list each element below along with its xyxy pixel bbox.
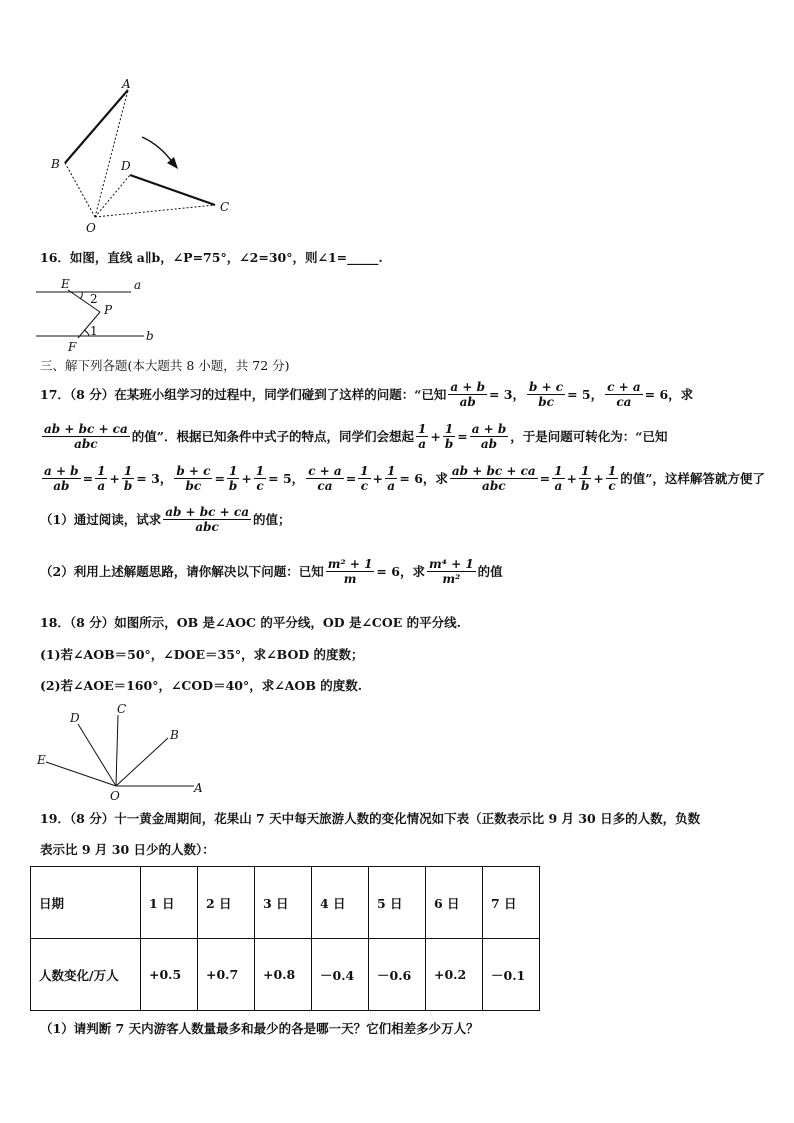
q17-part-1: （1）通过阅读，试求 $\frac{ab + bc + ca}{\text{abc}}$ 的值；	[40, 505, 291, 534]
question-16: 16．如图，直线 a∥b，∠P=75°，∠2=30°，则∠1=_____.	[40, 250, 383, 265]
table-cell: －0.6	[369, 939, 426, 1011]
table-cell: 3 日	[255, 867, 312, 939]
table-cell: －0.4	[312, 939, 369, 1011]
q17-line-2: $\frac{ab + bc + ca}{\text{abc}}$ 的值”．根据已知条件中式子的特点，同学们会想起 $\frac{1}{a}$ + $\frac{1}{b}$ = $\frac{a + b}{ab}$ ，于是问题可转化为：“已知	[44, 422, 668, 451]
angle-1-arc	[84, 330, 89, 336]
label-line-b: b	[146, 329, 154, 343]
fraction-1-over-b: $\frac{1}{b}$	[444, 422, 454, 451]
table-cell: +0.8	[255, 939, 312, 1011]
label-d: D	[70, 711, 80, 725]
rotation-arrowhead	[167, 157, 178, 169]
label-f: F	[68, 340, 77, 352]
q18-part-2: (2)若∠AOE＝160°，∠COD＝40°，求∠AOB 的度数.	[40, 678, 363, 693]
table-cell: +0.2	[426, 939, 483, 1011]
question-19-line-2: 表示比 9 月 30 日少的人数）：	[40, 842, 215, 857]
ray-ob	[116, 738, 168, 786]
table-cell: +0.7	[198, 939, 255, 1011]
tourist-change-table	[30, 866, 540, 1011]
table-cell: 6 日	[426, 867, 483, 939]
table-cell: 5 日	[369, 867, 426, 939]
table-cell: 1 日	[141, 867, 198, 939]
q17-part-2: （2）利用上述解题思路，请你解决以下问题：已知 $\frac{\text{m² + 1}}{m}$ = 6，求 $\frac{\text{m⁴ + 1}}{\text{m²}}$ 的值	[40, 557, 503, 586]
label-e: E	[61, 277, 70, 291]
q17-line-3: $\frac{a + b}{ab}$ = $\frac{1}{a}$ + $\frac{1}{b}$ = 3， $\frac{b + c}{bc}$ = $\frac{1}{b}$ + $\frac{1}{c}$ = 5， $\frac{c + a}{ca}$ = $\frac{1}{c}$ + $\frac{1}{a}$ = 6，求 $\frac{ab + bc + ca}{\text{abc}}$ = $\frac{1}{a}$ + $\frac{1}{b}$ + $\frac{1}{c}$ 的值”，这样解答就方便了	[44, 464, 765, 493]
table-header-row	[31, 867, 540, 939]
question-19-line-1: 19．（8 分）十一黄金周期间，花果山 7 天中每天旅游人数的变化情况如下表（正数表示比 9 月 30 日多的人数，负数	[40, 811, 701, 826]
q19-part-1: （1）请判断 7 天内游客人数量最多和最少的各是哪一天？它们相差多少万人？	[40, 1021, 479, 1036]
fraction-a-plus-b-over-ab: $\frac{a + b}{ab}$	[450, 380, 485, 409]
table-cell: 4 日	[312, 867, 369, 939]
table-cell: 2 日	[198, 867, 255, 939]
fraction-sum-over-abc: $\frac{ab + bc + ca}{\text{abc}}$	[44, 422, 128, 451]
q18-part-1: (1)若∠AOB＝50°，∠DOE＝35°，求∠BOD 的度数；	[40, 647, 364, 662]
ray-od	[78, 724, 116, 786]
label-b: B	[170, 728, 179, 742]
dotted-oc	[95, 205, 215, 217]
table-row	[31, 939, 540, 1011]
label-b: B	[51, 157, 60, 171]
table-cell: +0.5	[141, 939, 198, 1011]
label-1: 1	[90, 324, 98, 338]
table-cell: 7 日	[483, 867, 540, 939]
label-o: O	[86, 221, 96, 235]
fraction-c-plus-a-over-ca: $\frac{c + a}{ca}$	[607, 380, 641, 409]
fraction-a-plus-b-over-ab-2: $\frac{a + b}{ab}$	[471, 422, 507, 451]
label-line-a: a	[134, 278, 142, 292]
table-cell: 人数变化/万人	[31, 939, 141, 1011]
rotation-arrow	[142, 137, 173, 163]
label-a: A	[194, 781, 203, 795]
q17-text: 17．（8 分）在某班小组学习的过程中，同学们碰到了这样的问题：“已知	[40, 386, 447, 402]
dotted-ob	[65, 163, 95, 217]
angle-2-arc	[80, 292, 82, 299]
section-heading: 三、解下列各题(本大题共 8 小题，共 72 分)	[40, 358, 290, 373]
label-a: A	[122, 77, 131, 91]
question-18: 18．（8 分）如图所示，OB 是∠AOC 的平分线，OD 是∠COE 的平分线.	[40, 615, 461, 630]
label-o: O	[110, 789, 120, 803]
fraction-m4-plus-1-over-m2: $\frac{\text{m⁴ + 1}}{\text{m²}}$	[428, 557, 474, 586]
label-d: D	[121, 159, 131, 173]
label-2: 2	[90, 292, 98, 306]
ray-oc	[116, 715, 118, 786]
table-cell: －0.1	[483, 939, 540, 1011]
segment-dc	[130, 175, 215, 205]
parallel-lines-figure	[36, 276, 166, 352]
rotation-figure	[40, 75, 250, 235]
label-c: C	[220, 200, 230, 214]
fraction-b-plus-c-over-bc: $\frac{b + c}{bc}$	[529, 380, 564, 409]
q17-line-1: 17．（8 分）在某班小组学习的过程中，同学们碰到了这样的问题：“已知 $\frac{a + b}{ab}$ = 3， $\frac{b + c}{bc}$ = 5， $\frac{c + a}{ca}$ = 6，求	[40, 380, 694, 409]
ray-oe	[46, 762, 116, 786]
label-c: C	[117, 702, 127, 716]
fraction-m2-plus-1-over-m: $\frac{\text{m² + 1}}{m}$	[327, 557, 373, 586]
label-p: P	[104, 303, 113, 317]
fraction-1-over-a: $\frac{1}{a}$	[417, 422, 427, 451]
label-e: E	[37, 753, 46, 767]
table-cell: 日期	[31, 867, 141, 939]
angle-bisector-figure	[34, 700, 214, 804]
